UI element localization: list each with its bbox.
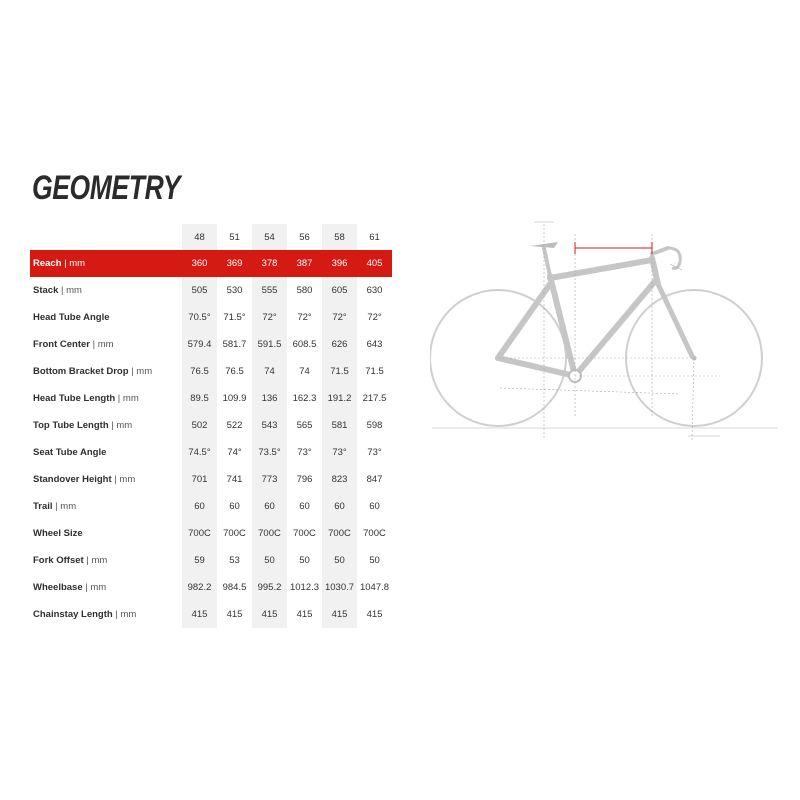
value-cell: 217.5: [362, 393, 387, 404]
value-cell: 72°: [297, 312, 312, 323]
value-cell: 608.5: [292, 339, 317, 350]
value-cell: 415: [182, 601, 217, 628]
value-cell: 72°: [252, 304, 287, 331]
value-cell: 53: [229, 555, 240, 566]
size-header: 54: [252, 224, 287, 250]
table-row: [30, 250, 392, 277]
bike-geometry-diagram: [430, 218, 780, 443]
value-cell: 71.5°: [223, 312, 246, 323]
row-unit: mm: [97, 339, 114, 350]
down-tube: [575, 280, 656, 376]
unit-separator: |: [111, 474, 120, 485]
row-label-cell: [30, 439, 182, 466]
value-cell: 70.5°: [182, 304, 217, 331]
unit-separator: |: [115, 393, 123, 404]
seat-tube: [550, 276, 575, 376]
unit-separator: |: [112, 609, 121, 620]
row-label: Trail: [33, 501, 53, 512]
value-cell: 191.2: [322, 385, 357, 412]
value-cell: 796: [296, 474, 313, 485]
value-cell: 73°: [322, 439, 357, 466]
value-cell: 630: [366, 285, 383, 296]
value-cell: 581.7: [222, 339, 247, 350]
size-header: 51: [229, 231, 240, 243]
value-cell: 109.9: [222, 393, 247, 404]
value-cell: 162.3: [292, 393, 317, 404]
value-cell: 581: [322, 412, 357, 439]
value-cell: 1012.3: [289, 582, 320, 593]
unit-separator: |: [82, 582, 91, 593]
value-cell: 530: [226, 285, 243, 296]
row-label: Fork Offset: [33, 555, 84, 566]
value-cell: 701: [182, 466, 217, 493]
value-cell: 74: [252, 358, 287, 385]
value-cell: 50: [252, 547, 287, 574]
value-cell: 60: [369, 501, 380, 512]
row-label-cell: [30, 601, 182, 628]
row-label-cell: [30, 304, 182, 331]
value-cell: 72°: [322, 304, 357, 331]
value-cell: 700C: [322, 520, 357, 547]
value-cell: 984.5: [222, 582, 247, 593]
value-cell: 405: [357, 250, 392, 277]
value-cell: 360: [182, 250, 217, 277]
value-cell: 73°: [367, 447, 382, 458]
reach-measure-line: [575, 242, 652, 254]
value-cell: 555: [252, 277, 287, 304]
fork: [658, 284, 692, 356]
table-row: [30, 331, 392, 358]
value-cell: 502: [182, 412, 217, 439]
value-cell: 415: [366, 609, 383, 620]
value-cell: 773: [252, 466, 287, 493]
value-cell: 605: [322, 277, 357, 304]
row-label: Head Tube Angle: [33, 312, 110, 323]
value-cell: 700C: [223, 528, 246, 539]
size-header: 48: [182, 224, 217, 250]
value-cell: 1030.7: [322, 574, 357, 601]
table-row: [30, 277, 392, 304]
value-cell: 823: [322, 466, 357, 493]
value-cell: 74°: [227, 447, 242, 458]
row-label: Stack: [33, 285, 59, 296]
value-cell: 74: [299, 366, 310, 377]
value-cell: 580: [296, 285, 313, 296]
value-cell: 369: [217, 250, 252, 277]
stem: [652, 248, 668, 254]
row-unit: mm: [119, 474, 136, 485]
row-label: Wheelbase: [33, 582, 83, 593]
row-label-cell: [30, 466, 182, 493]
value-cell: 700C: [182, 520, 217, 547]
size-header: 58: [322, 224, 357, 250]
table-row: [30, 547, 392, 574]
value-cell: 60: [299, 501, 310, 512]
table-row: [30, 385, 392, 412]
value-cell: 995.2: [252, 574, 287, 601]
table-row: [30, 493, 392, 520]
value-cell: 741: [226, 474, 243, 485]
table-row: [30, 466, 392, 493]
value-cell: 522: [226, 420, 243, 431]
row-label-cell: [30, 574, 182, 601]
row-unit: mm: [90, 582, 107, 593]
row-label: Seat Tube Angle: [33, 447, 107, 458]
top-tube: [550, 260, 652, 278]
table-row: [30, 574, 392, 601]
value-cell: 60: [182, 493, 217, 520]
row-label-cell: [30, 385, 182, 412]
value-cell: 387: [287, 250, 322, 277]
size-header-row: [30, 224, 392, 250]
row-label: Bottom Bracket Drop: [33, 366, 129, 377]
row-label: Front Center: [33, 339, 90, 350]
value-cell: 71.5: [365, 366, 384, 377]
value-cell: 76.5: [182, 358, 217, 385]
value-cell: 50: [322, 547, 357, 574]
unit-separator: |: [58, 285, 67, 296]
row-label-cell: [30, 547, 182, 574]
value-cell: 847: [366, 474, 383, 485]
row-label: Reach: [33, 258, 62, 269]
value-cell: 565: [296, 420, 313, 431]
page-title: GEOMETRY: [32, 169, 181, 207]
value-cell: 396: [322, 250, 357, 277]
row-label-cell: [30, 358, 182, 385]
row-label: Wheel Size: [33, 528, 83, 539]
table-row: [30, 358, 392, 385]
row-label-cell: [30, 520, 182, 547]
value-cell: 415: [252, 601, 287, 628]
handlebar: [668, 248, 680, 268]
table-row: [30, 439, 392, 466]
value-cell: 74.5°: [182, 439, 217, 466]
unit-separator: |: [52, 501, 61, 512]
value-cell: 73.5°: [252, 439, 287, 466]
value-cell: 50: [369, 555, 380, 566]
row-unit: mm: [116, 420, 133, 431]
value-cell: 89.5: [182, 385, 217, 412]
row-label-cell: [30, 277, 182, 304]
row-label: Standover Height: [33, 474, 112, 485]
row-unit: mm: [136, 366, 153, 377]
row-unit: mm: [69, 258, 86, 269]
value-cell: 60: [229, 501, 240, 512]
value-cell: 378: [252, 250, 287, 277]
row-label-cell: [30, 250, 182, 277]
geometry-table: [30, 224, 392, 628]
value-cell: 643: [366, 339, 383, 350]
unit-separator: |: [108, 420, 117, 431]
row-label-cell: [30, 412, 182, 439]
table-row: [30, 520, 392, 547]
header-label-cell: [30, 224, 182, 250]
value-cell: 72°: [367, 312, 382, 323]
value-cell: 60: [322, 493, 357, 520]
value-cell: 415: [322, 601, 357, 628]
bike-frame: [498, 248, 692, 376]
unit-separator: |: [61, 258, 70, 269]
value-cell: 591.5: [252, 331, 287, 358]
table-row: [30, 304, 392, 331]
value-cell: 415: [226, 609, 243, 620]
row-label: Head Tube Length: [33, 393, 116, 404]
value-cell: 982.2: [182, 574, 217, 601]
seatpost: [544, 248, 550, 276]
row-label: Top Tube Length: [33, 420, 109, 431]
row-unit: mm: [120, 609, 137, 620]
row-label-cell: [30, 493, 182, 520]
value-cell: 76.5: [225, 366, 244, 377]
chainstay: [498, 358, 575, 376]
value-cell: 543: [252, 412, 287, 439]
value-cell: 626: [322, 331, 357, 358]
size-header: 61: [369, 231, 380, 243]
unit-separator: |: [128, 366, 137, 377]
row-unit: mm: [60, 501, 77, 512]
table-row: [30, 412, 392, 439]
value-cell: 415: [296, 609, 313, 620]
value-cell: 60: [252, 493, 287, 520]
row-label-cell: [30, 331, 182, 358]
value-cell: 505: [182, 277, 217, 304]
row-label: Chainstay Length: [33, 609, 113, 620]
row-unit: mm: [122, 393, 139, 404]
value-cell: 579.4: [182, 331, 217, 358]
value-cell: 700C: [293, 528, 316, 539]
unit-separator: |: [83, 555, 92, 566]
value-cell: 1047.8: [359, 582, 390, 593]
value-cell: 136: [252, 385, 287, 412]
value-cell: 700C: [252, 520, 287, 547]
value-cell: 71.5: [322, 358, 357, 385]
value-cell: 598: [366, 420, 383, 431]
unit-separator: |: [90, 339, 98, 350]
table-row: [30, 601, 392, 628]
size-header: 56: [299, 231, 310, 243]
value-cell: 700C: [363, 528, 386, 539]
row-unit: mm: [66, 285, 82, 296]
value-cell: 59: [182, 547, 217, 574]
row-unit: mm: [91, 555, 108, 566]
value-cell: 50: [299, 555, 310, 566]
value-cell: 73°: [297, 447, 312, 458]
